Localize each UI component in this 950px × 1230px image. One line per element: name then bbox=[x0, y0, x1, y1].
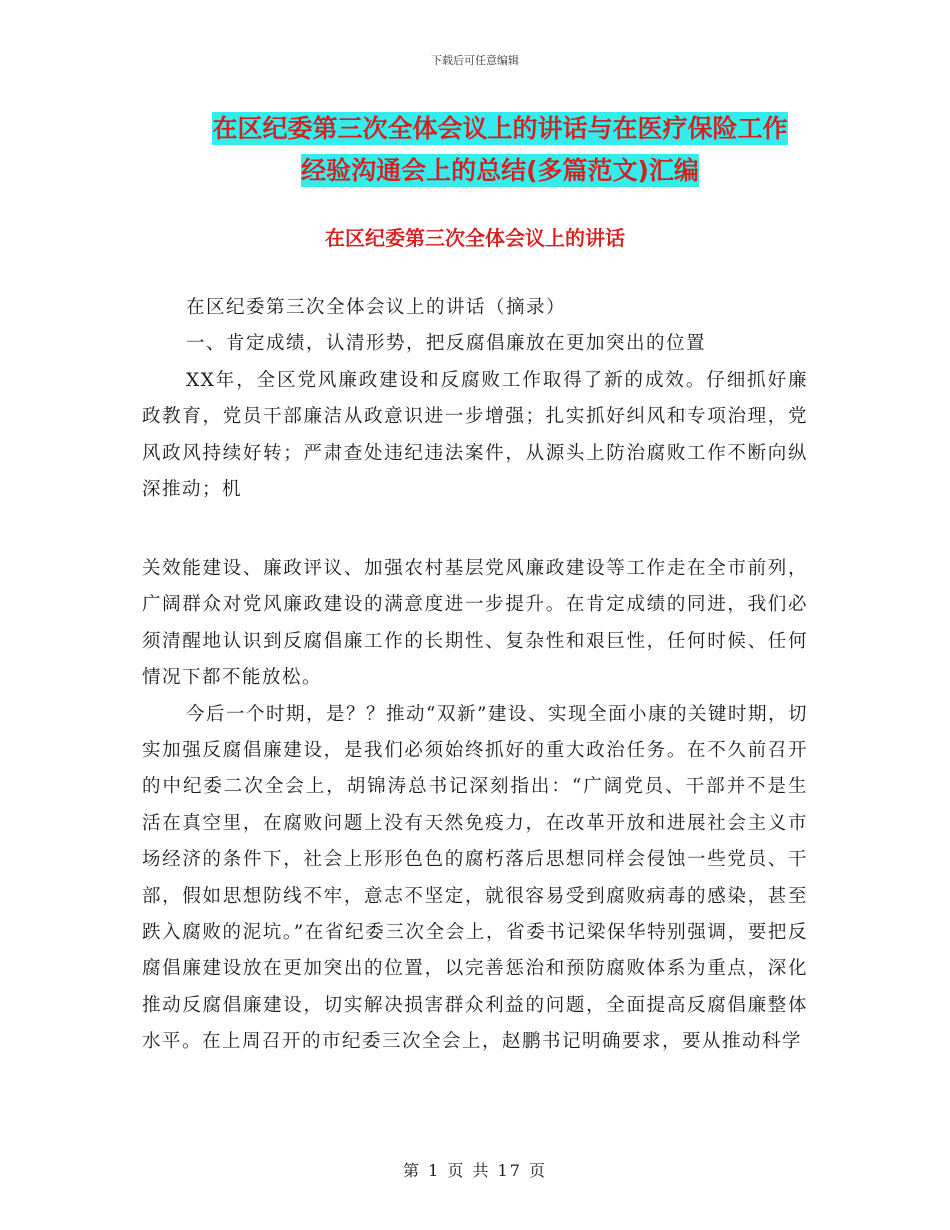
paragraph: 在区纪委第三次全体会议上的讲话（摘录） bbox=[186, 297, 567, 318]
title-line-2: 经验沟通会上的总结(多篇范文)汇编 bbox=[301, 156, 699, 185]
body-block-1 bbox=[142, 290, 808, 508]
page-footer: 第 1 页 共 17 页 bbox=[403, 1161, 547, 1180]
title-line-1: 在区纪委第三次全体会议上的讲话与在医疗保险工作 bbox=[212, 114, 788, 143]
header-note: 下载后可任意编辑 bbox=[431, 54, 519, 67]
paragraph: XX年，全区党风廉政建设和反腐败工作取得了新的成效。仔细抓好廉政教育，党员干部廉洁从政意识进一步增强；扎实抓好纠风和专项治理，党风政风持续好转；严肃查处违纪违法案件，从源头上防治腐败工作不断向纵深推动；机 bbox=[142, 369, 808, 501]
document-title bbox=[190, 108, 810, 192]
section-title: 在区纪委第三次全体会议上的讲话 bbox=[325, 226, 625, 250]
body-block-2 bbox=[142, 551, 808, 1061]
paragraph: 今后一个时期，是？？推动“双新”建设、实现全面小康的关键时期，切实加强反腐倡廉建设，是我们必须始终抓好的重大政治任务。在不久前召开的中纪委二次全会上，胡锦涛总书记深刻指出：“广阔党员、干部并不是生活在真空里，在腐败问题上没有天然免疫力，在改革开放和进展社会主义市场经济的条件下，社会上形形色色的腐朽落后思想同样会侵蚀一些党员、干部，假如思想防线不牢，意志不坚定，就很容易受到腐败病毒的感染，甚至跌入腐败的泥坑。”在省纪委三次全会上，省委书记梁保华特别强调，要把反腐倡廉建设放在更加突出的位置，以完善惩治和预防腐败体系为重点，深化推动反腐倡廉建设，切实解决损害群众利益的问题，全面提高反腐倡廉整体水平。在上周召开的市纪委三次全会上，赵鹏书记明确要求，要从推动科学 bbox=[142, 703, 808, 1053]
paragraph: 关效能建设、廉政评议、加强农村基层党风廉政建设等工作走在全市前列，广阔群众对党风廉政建设的满意度进一步提升。在肯定成绩的同进，我们必须清醒地认识到反腐倡廉工作的长期性、复杂性和艰巨性，任何时候、任何情况下都不能放松。 bbox=[142, 558, 808, 689]
paragraph: 一、肯定成绩，认清形势，把反腐倡廉放在更加突出的位置 bbox=[186, 333, 707, 355]
